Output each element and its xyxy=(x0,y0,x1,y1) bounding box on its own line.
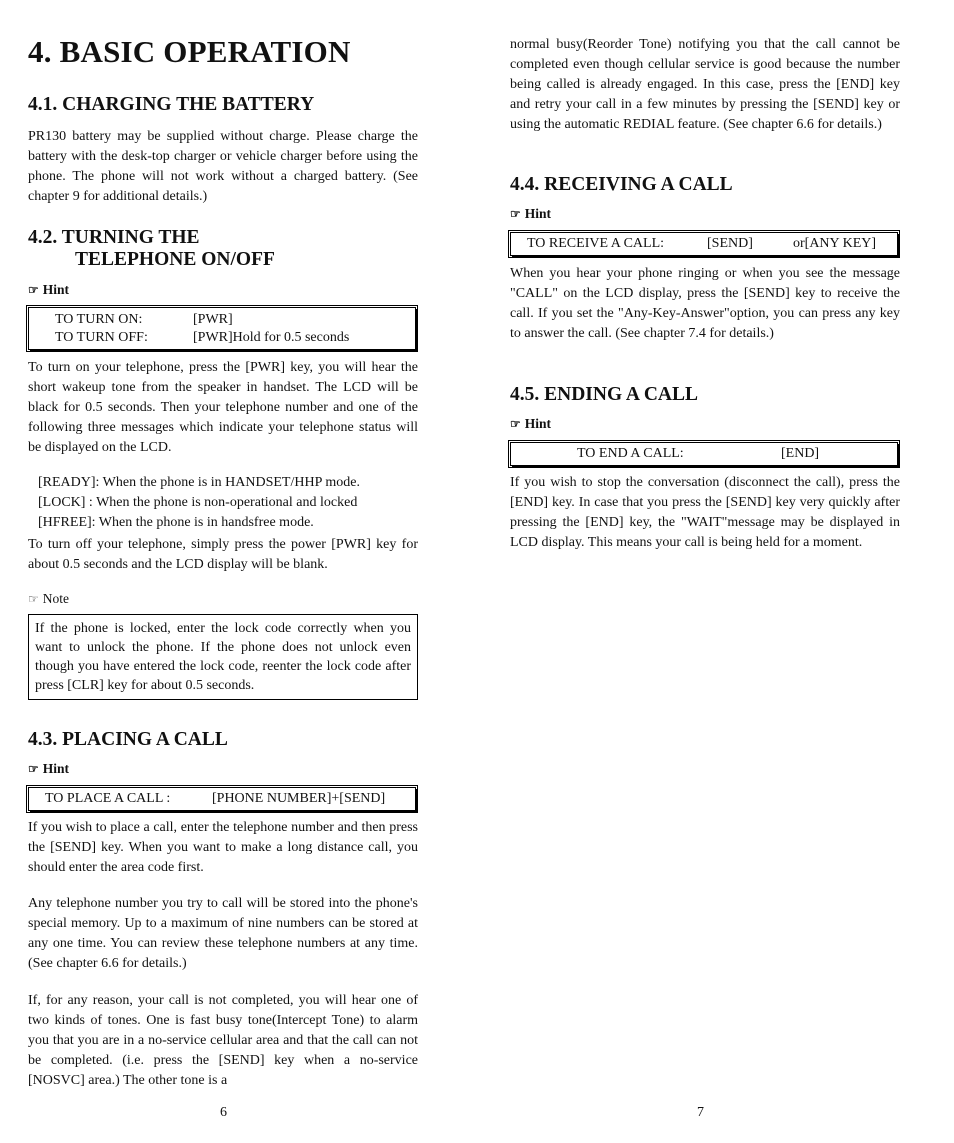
hint-value-alt: or[ANY KEY] xyxy=(793,236,877,251)
section-4-3-title: 4.3. PLACING A CALL xyxy=(28,729,228,750)
section-4-1-body: PR130 battery may be supplied without charge. Please charge the battery with the desk-top charger or vehicle charger before using the phone. The phone will not work without a charged battery. (See chapter 9 for additional details.) xyxy=(28,129,418,204)
section-4-2-title-line1: 4.2. TURNING THE xyxy=(28,227,200,248)
hint-key: TO END A CALL: xyxy=(577,446,684,461)
note-text: Note xyxy=(42,591,70,606)
section-4-2-title xyxy=(28,227,418,271)
page-number-right: 7 xyxy=(697,1105,704,1120)
section-4-2-body: To turn on your telephone, press the [PWR] key, you will hear the short wakeup tone from the speaker in handset. The LCD will be black for 0.5 seconds. Then your telephone number and one of the following three messages which indicate your telephone status will be displayed on the LCD. xyxy=(28,360,418,455)
status-hfree: [HFREE]: When the phone is in handsfree mode. xyxy=(38,515,314,530)
hint-row-turn-on xyxy=(55,311,415,329)
section-4-3-p3: If, for any reason, your call is not completed, you will hear one of two kinds of tones. One is fast busy tone(Intercept Tone) to alarm you that you are in a no-service cellular area and that the call can not be completed. (i.e. press the [SEND] key when a no-service [NOSVC] area.) The other tone is a xyxy=(28,993,418,1088)
pointing-hand-icon: ☞ xyxy=(28,761,39,776)
section-4-2-title-line2: TELEPHONE ON/OFF xyxy=(75,249,275,270)
page-number-left: 6 xyxy=(220,1105,227,1120)
section-4-5-body: If you wish to stop the conversation (disconnect the call), press the [END] key. In case that you press the [SEND] key very quickly after pressing the [END] key, the "WAIT"message may be displayed in LCD display. This means your call is being held for a moment. xyxy=(510,475,900,550)
section-4-5-title: 4.5. ENDING A CALL xyxy=(510,384,698,405)
hint-key: TO PLACE A CALL : xyxy=(45,791,171,806)
hint-value: [PWR]Hold for 0.5 seconds xyxy=(193,330,350,345)
continuation-text: normal busy(Reorder Tone) notifying you that the call cannot be completed even though cellular service is good because the number being called is already engaged. In this case, press the [END] key and retry your call in a few minutes by pressing the [SEND] key or using the automatic REDIAL feature. (See chapter 6.6 for details.) xyxy=(510,37,900,132)
pointing-hand-icon: ☞ xyxy=(510,416,521,431)
hint-box-place-call xyxy=(28,787,416,811)
pointing-hand-icon: ☞ xyxy=(28,591,39,606)
chapter-title: 4. BASIC OPERATION xyxy=(28,34,351,69)
pointing-hand-icon: ☞ xyxy=(28,282,39,297)
status-lock: [LOCK] : When the phone is non-operational and locked xyxy=(38,495,358,510)
hint-key: TO RECEIVE A CALL: xyxy=(527,236,665,251)
hint-box-receive-call xyxy=(510,232,898,256)
hint-value: [END] xyxy=(781,446,820,461)
section-4-3-p2: Any telephone number you try to call will be stored into the phone's special memory. Up to a maximum of nine numbers can be stored at any one time. You can review these telephone numbers at any time. (See chapter 6.6 for details.) xyxy=(28,896,418,971)
note-box: If the phone is locked, enter the lock code correctly when you want to unlock the phone. If the phone does not unlock even though you have entered the lock code, reenter the lock code after press [CLR] key for about 0.5 seconds. xyxy=(28,614,418,700)
pointing-hand-icon: ☞ xyxy=(510,206,521,221)
hint-label-4-4 xyxy=(510,206,900,222)
hint-text: Hint xyxy=(42,761,70,776)
hint-text: Hint xyxy=(524,206,552,221)
section-4-1-title: 4.1. CHARGING THE BATTERY xyxy=(28,94,315,115)
hint-key: TO TURN OFF: xyxy=(55,330,148,345)
section-4-3-p1: If you wish to place a call, enter the telephone number and then press the [SEND] key. When you want to make a long distance call, you should enter the area code first. xyxy=(28,820,418,875)
hint-label-4-2 xyxy=(28,282,418,298)
hint-value: [SEND] xyxy=(707,236,753,251)
section-4-4-title: 4.4. RECEIVING A CALL xyxy=(510,174,733,195)
section-4-4-body: When you hear your phone ringing or when you see the message "CALL" on the LCD display, press the [SEND] key to receive the call. If you set the "Any-Key-Answer"option, you can press any key to answer the call. (See chapter 7.4 for details.) xyxy=(510,266,900,341)
note-label xyxy=(28,591,418,607)
status-list xyxy=(28,473,418,533)
hint-key: TO TURN ON: xyxy=(55,312,143,327)
status-ready: [READY]: When the phone is in HANDSET/HHP mode. xyxy=(38,475,360,490)
hint-row-turn-off xyxy=(55,329,415,347)
hint-box-end-call xyxy=(510,442,898,466)
hint-label-4-3 xyxy=(28,761,418,777)
hint-text: Hint xyxy=(42,282,70,297)
hint-box-turn-on-off xyxy=(28,307,416,350)
hint-value: [PWR] xyxy=(193,312,233,327)
section-4-2-body2: To turn off your telephone, simply press the power [PWR] key for about 0.5 seconds and the LCD display will be blank. xyxy=(28,537,418,572)
hint-text: Hint xyxy=(524,416,552,431)
hint-value: [PHONE NUMBER]+[SEND] xyxy=(212,791,386,806)
hint-label-4-5 xyxy=(510,416,900,432)
